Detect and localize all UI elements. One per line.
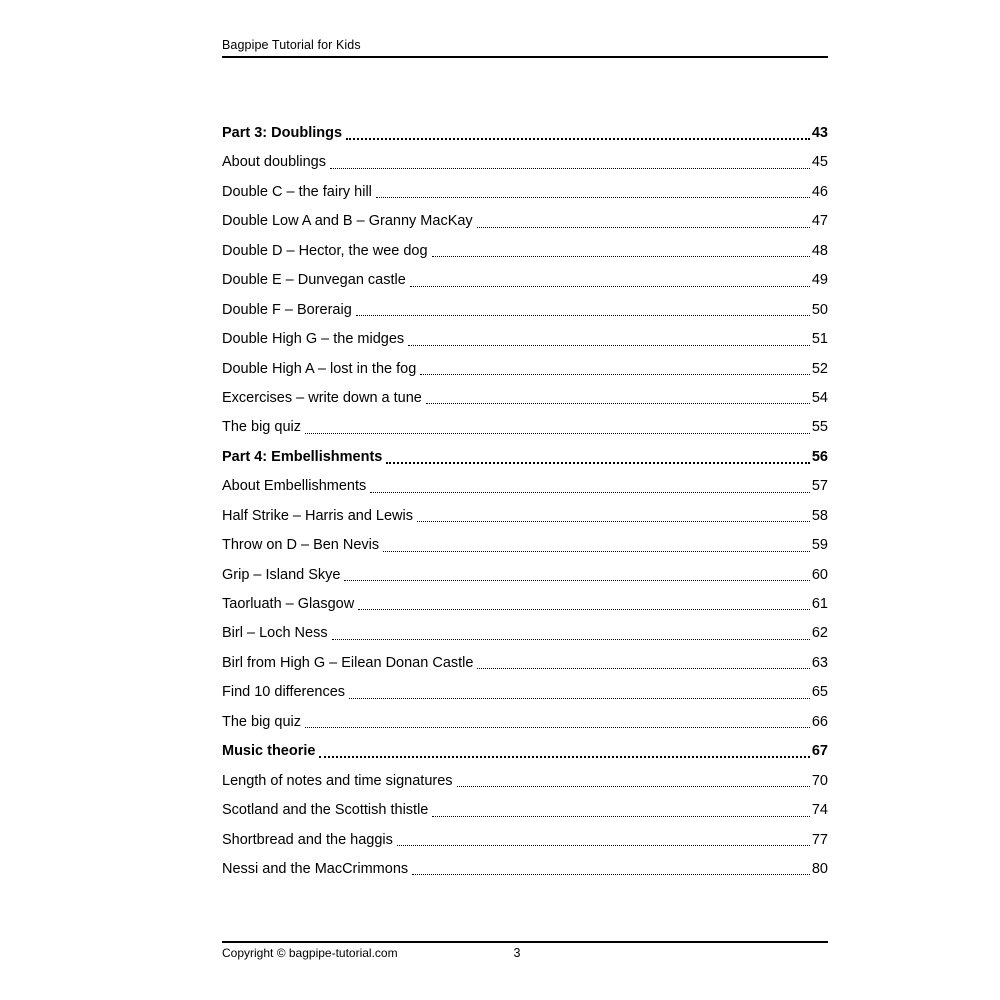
toc-entry-label: The big quiz [222, 419, 301, 436]
toc-leader-dots [305, 727, 810, 728]
toc-leader-dots [356, 315, 810, 316]
toc-leader-dots [386, 462, 810, 464]
toc-entry-page: 46 [811, 183, 828, 200]
toc-leader-dots [346, 138, 810, 140]
toc-leader-dots [457, 786, 810, 787]
toc-entry[interactable] [222, 767, 828, 796]
toc-entry[interactable] [222, 708, 828, 737]
toc-leader-dots [410, 286, 810, 287]
header-title: Bagpipe Tutorial for Kids [222, 38, 361, 52]
toc-entry-page: 57 [811, 478, 828, 495]
toc-entry-label: Double C – the fairy hill [222, 183, 372, 200]
toc-leader-dots [370, 492, 810, 493]
toc-entry[interactable] [222, 237, 828, 266]
toc-entry-page: 58 [811, 507, 828, 524]
toc-entry-page: 77 [811, 831, 828, 848]
toc-entry-page: 50 [811, 301, 828, 318]
toc-leader-dots [305, 433, 810, 434]
toc-entry[interactable] [222, 561, 828, 590]
toc-entry-label: Length of notes and time signatures [222, 772, 453, 789]
toc-entry-label: Throw on D – Ben Nevis [222, 537, 380, 554]
toc-entry-label: Part 3: Doublings [222, 125, 343, 141]
toc-entry-page: 70 [811, 772, 828, 789]
toc-entry[interactable] [222, 590, 828, 619]
toc-entry-page: 54 [811, 389, 828, 406]
toc-entry-page: 67 [811, 743, 828, 760]
toc-entry-page: 51 [811, 331, 828, 348]
toc-entry[interactable] [222, 178, 828, 207]
toc-entry-label: Taorluath – Glasgow [222, 596, 355, 612]
toc-entry-label: Birl – Loch Ness [222, 625, 328, 642]
toc-leader-dots [417, 521, 810, 522]
toc-entry-page: 74 [811, 802, 828, 819]
toc-entry[interactable] [222, 502, 828, 531]
toc-entry-label: Double High A – lost in the fog [222, 360, 417, 377]
page-footer [222, 941, 828, 960]
toc-entry-label: About doublings [222, 154, 326, 171]
toc-entry[interactable] [222, 384, 828, 413]
toc-entry[interactable] [222, 355, 828, 384]
toc-entry-label: Birl from High G – Eilean Donan Castle [222, 654, 474, 671]
toc-entry-page: 47 [811, 213, 828, 230]
toc-leader-dots [432, 256, 810, 257]
toc-entry[interactable] [222, 119, 828, 148]
toc-leader-dots [330, 168, 810, 169]
toc-entry-page: 61 [811, 596, 828, 612]
toc-entry-page: 80 [811, 860, 828, 877]
toc-entry-page: 56 [811, 448, 828, 465]
toc-leader-dots [412, 874, 810, 875]
toc-entry-label: Double E – Dunvegan castle [222, 272, 406, 289]
toc-leader-dots [477, 668, 809, 669]
toc-leader-dots [349, 698, 810, 699]
toc-entry[interactable] [222, 413, 828, 442]
toc-entry-page: 65 [811, 684, 828, 701]
toc-entry-label: Part 4: Embellishments [222, 448, 383, 465]
toc-entry[interactable] [222, 826, 828, 855]
toc-leader-dots [397, 845, 810, 846]
toc-leader-dots [477, 227, 810, 228]
toc-entry-label: Scotland and the Scottish thistle [222, 802, 429, 819]
toc-entry-label: Grip – Island Skye [222, 566, 341, 583]
toc-entry-page: 49 [811, 272, 828, 289]
toc-entry-page: 43 [811, 125, 828, 141]
toc-entry[interactable] [222, 325, 828, 354]
toc-leader-dots [332, 639, 810, 640]
toc-leader-dots [426, 403, 810, 404]
toc-entry-label: Double Low A and B – Granny MacKay [222, 213, 473, 230]
toc-leader-dots [358, 609, 810, 610]
toc-entry-label: Excercises – write down a tune [222, 389, 422, 406]
toc-entry[interactable] [222, 619, 828, 648]
toc-entry-label: Music theorie [222, 743, 316, 760]
toc-entry[interactable] [222, 531, 828, 560]
toc-entry[interactable] [222, 443, 828, 472]
toc-leader-dots [420, 374, 810, 375]
toc-entry-page: 52 [811, 360, 828, 377]
toc-leader-dots [376, 197, 810, 198]
footer-copyright: Copyright © bagpipe-tutorial.com [222, 946, 398, 960]
toc-entry[interactable] [222, 207, 828, 236]
page-header [222, 39, 828, 58]
toc-entry[interactable] [222, 296, 828, 325]
toc-entry[interactable] [222, 737, 828, 766]
toc-entry[interactable] [222, 266, 828, 295]
toc-entry[interactable] [222, 649, 828, 678]
toc-entry-label: Double D – Hector, the wee dog [222, 242, 428, 259]
toc-entry-label: Double F – Boreraig [222, 301, 352, 318]
toc-entry-page: 62 [811, 625, 828, 642]
toc-entry-label: Find 10 differences [222, 684, 346, 701]
toc-entry[interactable] [222, 678, 828, 707]
toc-entry-page: 45 [811, 154, 828, 171]
toc-entry[interactable] [222, 148, 828, 177]
toc-entry[interactable] [222, 855, 828, 884]
toc-entry-page: 48 [811, 242, 828, 259]
toc-leader-dots [383, 551, 810, 552]
toc-entry-label: Double High G – the midges [222, 331, 405, 348]
toc-entry-page: 59 [811, 537, 828, 554]
footer-page-number: 3 [513, 946, 521, 960]
toc-leader-dots [408, 345, 810, 346]
toc-entry-label: About Embellishments [222, 478, 367, 495]
toc-leader-dots [319, 756, 809, 758]
toc-leader-dots [432, 816, 810, 817]
toc-entry-page: 63 [811, 654, 828, 671]
toc-entry[interactable] [222, 472, 828, 501]
toc-entry-label: The big quiz [222, 713, 301, 730]
toc-leader-dots [344, 580, 809, 581]
toc-entry-label: Shortbread and the haggis [222, 831, 393, 848]
toc-entry-page: 66 [811, 713, 828, 730]
toc-entry-page: 55 [811, 419, 828, 436]
toc-entry[interactable] [222, 796, 828, 825]
toc-entry-label: Half Strike – Harris and Lewis [222, 507, 413, 524]
toc-entry-page: 60 [811, 566, 828, 583]
toc-entry-label: Nessi and the MacCrimmons [222, 860, 409, 877]
table-of-contents [222, 119, 828, 884]
